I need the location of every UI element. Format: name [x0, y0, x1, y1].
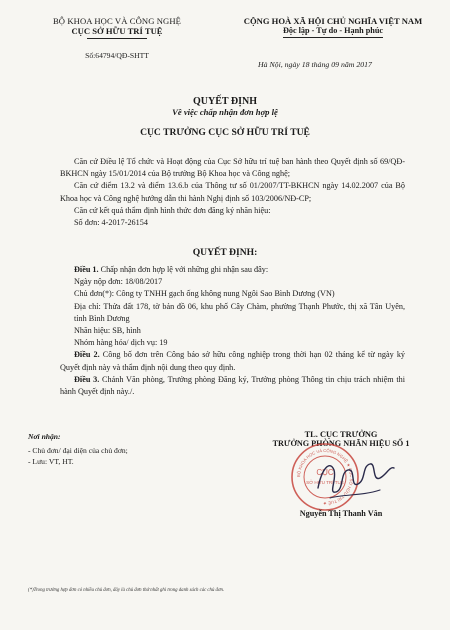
recipient-item: - Chủ đơn/ đại diện của chủ đơn; — [28, 446, 128, 455]
signature-block — [268, 430, 414, 518]
article-1-text: Chấp nhận đơn hợp lệ với những ghi nhận sau đây: — [98, 265, 269, 274]
seal-center-text: CỤC — [316, 468, 334, 477]
article-3-text: Chánh Văn phòng, Trưởng phòng Đăng ký, Trưởng phòng Thông tin chịu trách nhiệm thi hành Quyết định này./. — [60, 374, 405, 397]
document-title: QUYẾT ĐỊNH — [193, 96, 257, 107]
trademark: Nhãn hiệu: SB, hình — [74, 326, 141, 336]
basis-paragraph: Căn cứ kết quả thẩm định hình thức đơn đăng ký nhãn hiệu: — [74, 205, 271, 215]
application-number: Số đơn: 4-2017-26154 — [74, 218, 148, 228]
applicant: Chủ đơn(*): Công ty TNHH gạch ống không nung Ngôi Sao Bình Dương (VN) — [74, 289, 335, 299]
recipient-item: - Lưu: VT, HT. — [28, 457, 74, 466]
article-1 — [60, 264, 405, 276]
seal-ring-text: BỘ KHOA HỌC VÀ CÔNG NGHỆ ★ CỤC SỞ HỮU TRÍ TUỆ ★ — [295, 447, 355, 507]
national-header — [238, 16, 428, 38]
article-2-label: Điều 2. — [74, 350, 100, 360]
decides-heading: QUYẾT ĐỊNH: — [192, 247, 258, 258]
national-motto: Độc lập - Tự do - Hạnh phúc — [282, 26, 384, 35]
recipients-title: Nơi nhận: — [28, 432, 61, 441]
footnote: (*)Trong trường hợp đơn có nhiều chủ đơn, đây là chủ đơn thứ nhất ghi trong danh sách các chủ đơn. — [28, 588, 225, 593]
document-subject: Về việc chấp nhận đơn hợp lệ — [172, 107, 278, 117]
legal-basis — [60, 156, 405, 229]
applicant-address: Địa chỉ: Thửa đất 178, tờ bản đồ 06, khu phố Cây Chàm, phường Thạnh Phước, thị xã Tân Uyên, tỉnh Bình Dương — [74, 301, 405, 323]
signing-authority: TL. CỤC TRƯỞNG — [304, 430, 378, 439]
office-underline — [87, 38, 147, 39]
signer-position: TRƯỞNG PHÒNG NHÃN HIỆU SỐ 1 — [272, 439, 410, 448]
article-2-text: Công bố đơn trên Công báo sở hữu công nghiệp trong thời hạn 02 tháng kể từ ngày ký Quyết định này và thẩm định nội dung theo quy định. — [60, 350, 406, 372]
recipients — [28, 431, 128, 467]
seal-center-subtext: SỞ HỮU TRÍ TUỆ — [306, 480, 344, 485]
basis-paragraph: Căn cứ Điều lệ Tổ chức và Hoạt động của Cục Sở hữu trí tuệ ban hành theo Quyết định số 69/QĐ-BKHCN ngày 15/01/2014 của Bộ trưởng Bộ Khoa học và Công nghệ; — [60, 157, 405, 179]
office-name: CỤC SỞ HỮU TRÍ TUỆ — [71, 26, 163, 36]
place-date: Hà Nội, ngày 18 tháng 09 năm 2017 — [258, 60, 372, 69]
issuer-title: CỤC TRƯỞNG CỤC SỞ HỮU TRÍ TUỆ — [140, 127, 310, 138]
article-2 — [60, 349, 405, 373]
title-block — [0, 96, 450, 138]
article-1-label: Điều 1. — [74, 265, 99, 274]
nation-name: CỘNG HOÀ XÃ HỘI CHỦ NGHĨA VIỆT NAM — [243, 16, 423, 26]
document-number: Số:64794/QĐ-SHTT — [85, 51, 149, 60]
filing-date: Ngày nộp đơn: 18/08/2017 — [74, 277, 163, 287]
handwritten-signature — [310, 448, 400, 510]
issuing-agency-header — [42, 16, 192, 60]
article-3-label: Điều 3. — [74, 374, 100, 384]
ministry-name: BỘ KHOA HỌC VÀ CÔNG NGHỆ — [52, 16, 182, 26]
article-3 — [60, 374, 405, 398]
articles — [60, 264, 405, 398]
signer-name: Nguyễn Thị Thanh Vân — [299, 509, 383, 518]
motto-underline — [283, 37, 383, 38]
basis-paragraph: Căn cứ điểm 13.2 và điểm 13.6.b của Thông tư số 01/2007/TT-BKHCN ngày 14.02.2007 của Bộ Khoa học và Công nghệ hướng dẫn thi hành Nghị định số 103/2006/NĐ-CP; — [60, 181, 405, 203]
goods-classes: Nhóm hàng hóa/ dịch vụ: 19 — [74, 338, 168, 348]
